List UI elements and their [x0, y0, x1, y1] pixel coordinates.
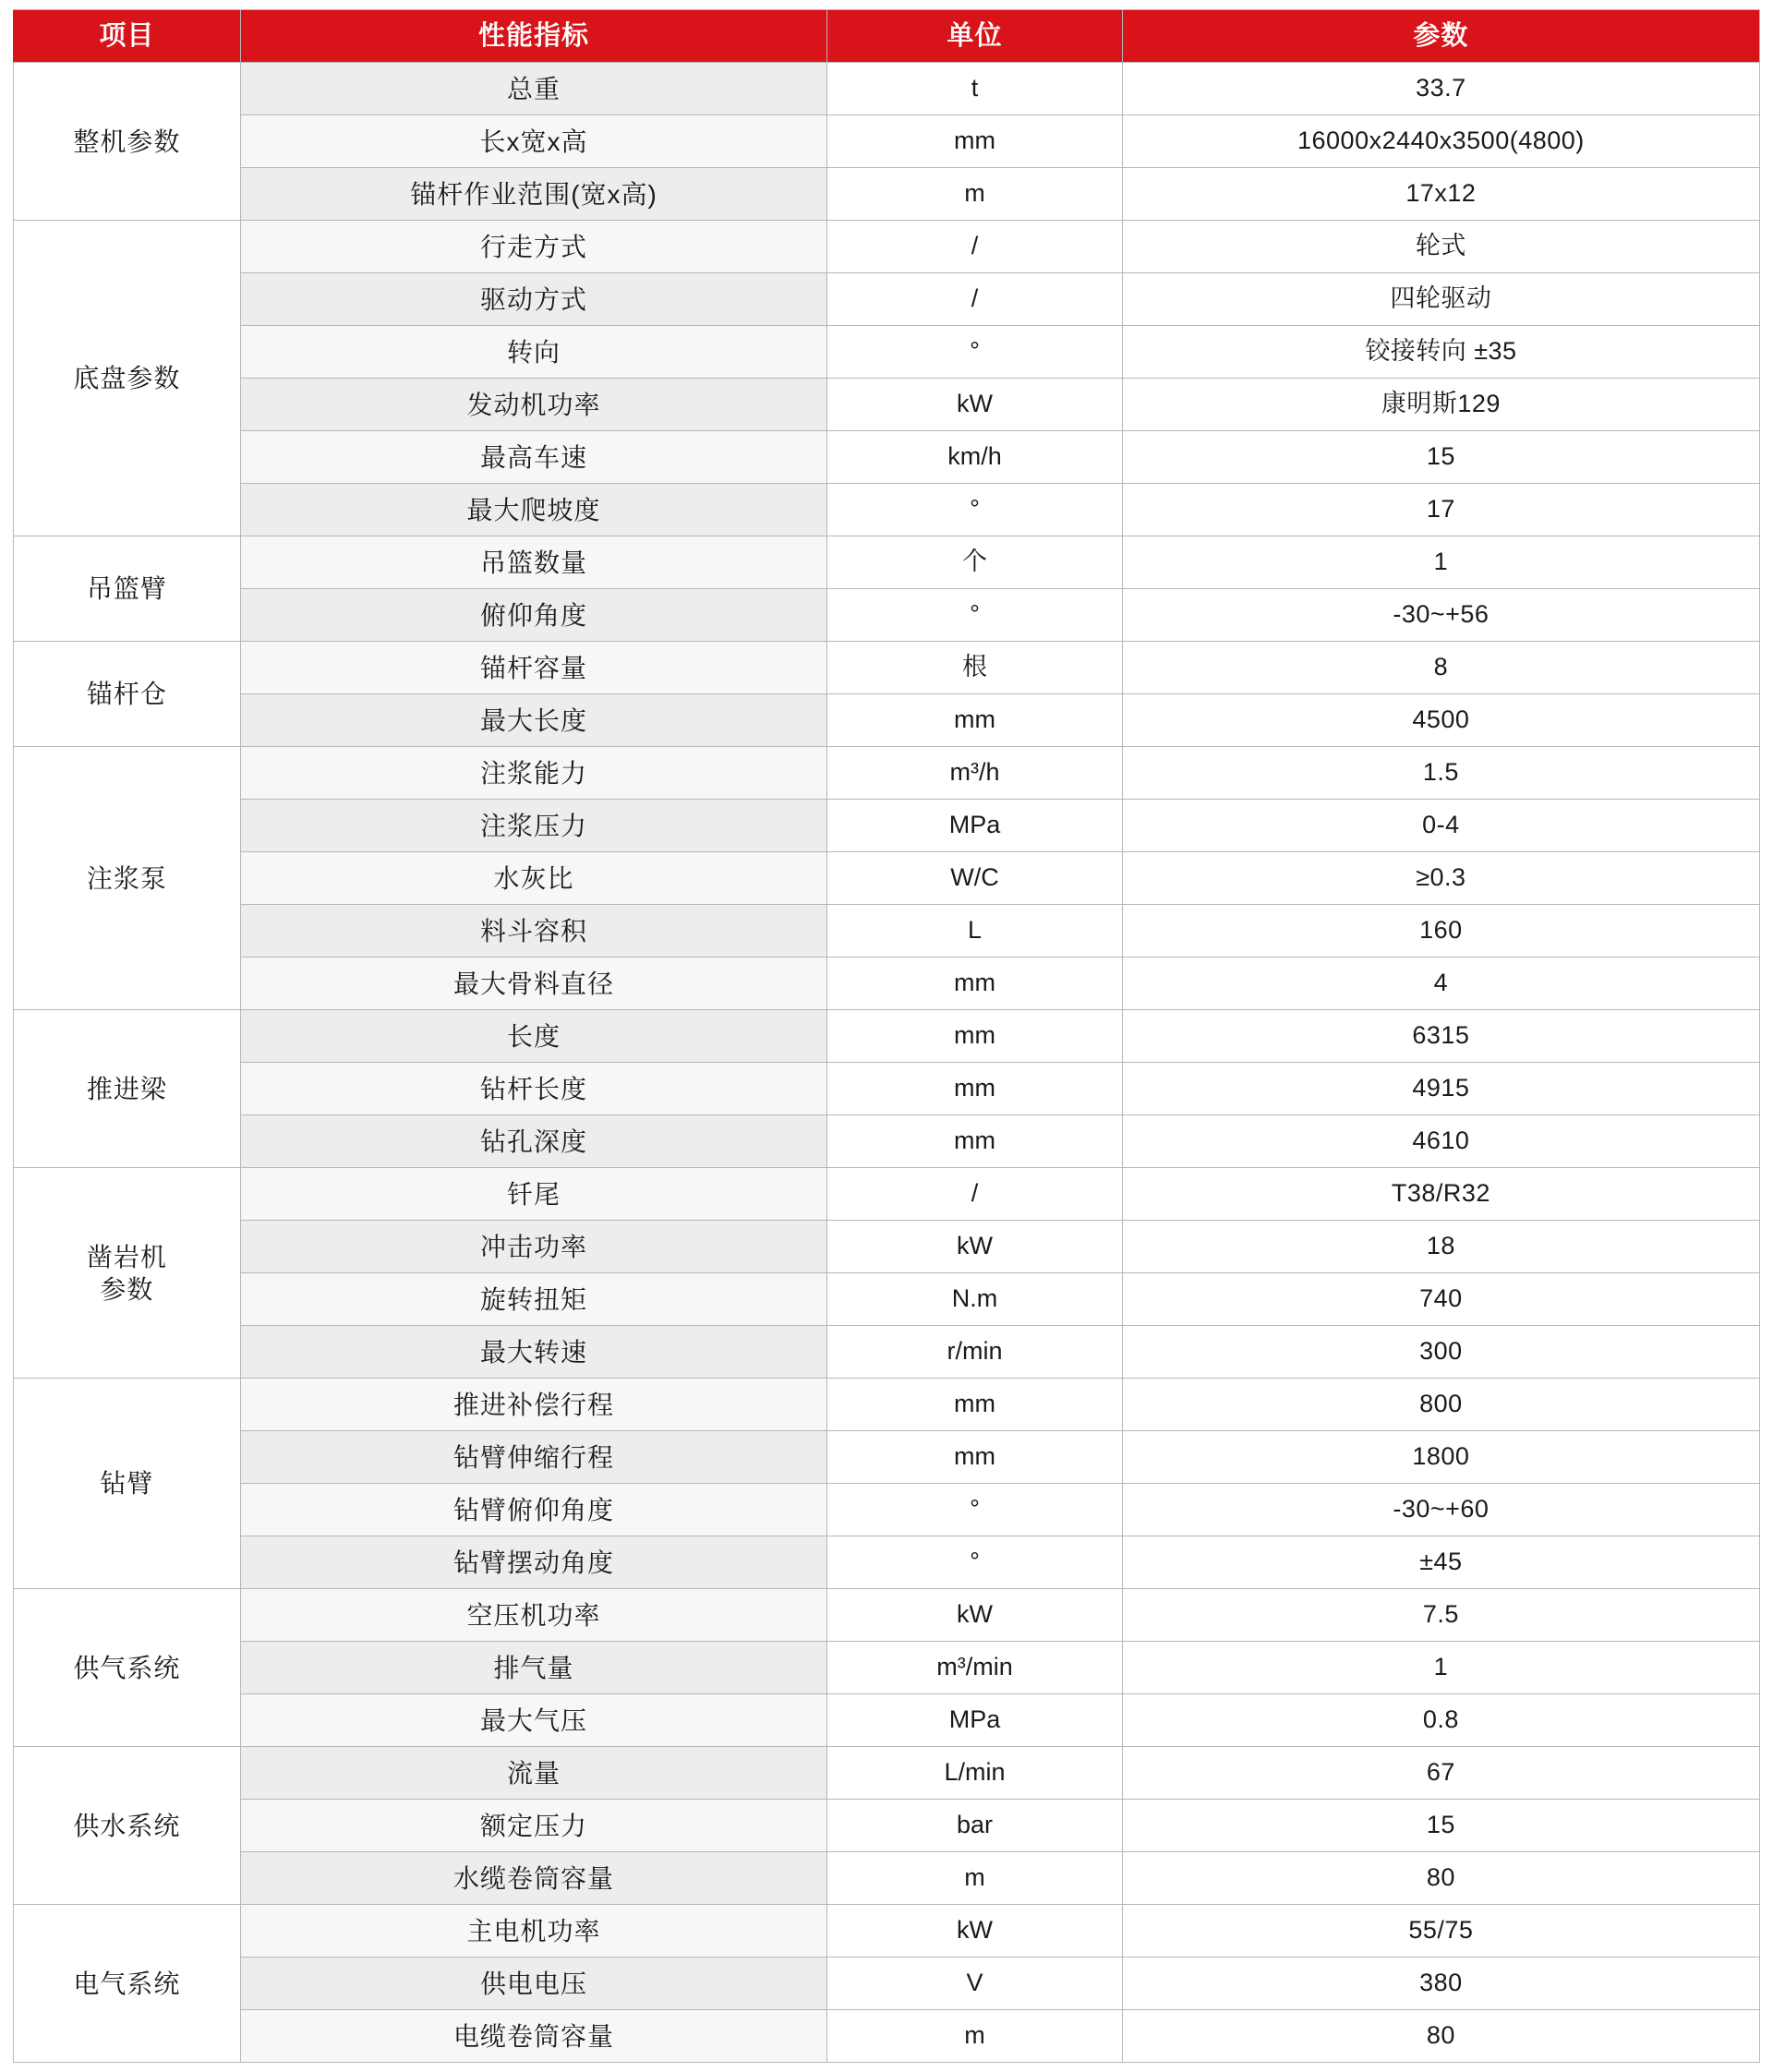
- table-row: [14, 115, 1760, 168]
- cell-unit: m³/min: [827, 1642, 1123, 1694]
- cell-unit: mm: [827, 1010, 1123, 1063]
- cell-item: 钻杆长度: [240, 1063, 826, 1115]
- table-row: [14, 1747, 1760, 1800]
- cell-value: 15: [1122, 431, 1759, 484]
- table-row: [14, 1905, 1760, 1958]
- cell-item: 钎尾: [240, 1168, 826, 1221]
- cell-unit: MPa: [827, 1694, 1123, 1747]
- cell-value: 4500: [1122, 694, 1759, 747]
- cell-unit: bar: [827, 1800, 1123, 1852]
- cell-item: 长度: [240, 1010, 826, 1063]
- table-row: [14, 63, 1760, 115]
- cell-value: 55/75: [1122, 1905, 1759, 1958]
- cell-value: 33.7: [1122, 63, 1759, 115]
- cell-unit: kW: [827, 1905, 1123, 1958]
- cell-item: 吊篮数量: [240, 536, 826, 589]
- cell-unit: mm: [827, 115, 1123, 168]
- row-group-label: 电气系统: [14, 1905, 241, 2063]
- column-header-value: 参数: [1122, 10, 1759, 63]
- cell-value: ≥0.3: [1122, 852, 1759, 905]
- cell-item: 锚杆作业范围(宽x高): [240, 168, 826, 221]
- cell-value: -30~+56: [1122, 589, 1759, 642]
- cell-value: 1800: [1122, 1431, 1759, 1484]
- table-row: [14, 1221, 1760, 1273]
- cell-value: 康明斯129: [1122, 379, 1759, 431]
- cell-unit: mm: [827, 958, 1123, 1010]
- table-row: [14, 1115, 1760, 1168]
- cell-value: 380: [1122, 1958, 1759, 2010]
- row-group-label: 钻臂: [14, 1379, 241, 1589]
- cell-value: 4610: [1122, 1115, 1759, 1168]
- table-body: [14, 63, 1760, 2063]
- table-row: [14, 1379, 1760, 1431]
- cell-item: 料斗容积: [240, 905, 826, 958]
- cell-value: 7.5: [1122, 1589, 1759, 1642]
- cell-value: -30~+60: [1122, 1484, 1759, 1536]
- table-row: [14, 536, 1760, 589]
- cell-unit: L/min: [827, 1747, 1123, 1800]
- cell-item: 最大爬坡度: [240, 484, 826, 536]
- cell-value: 1.5: [1122, 747, 1759, 800]
- cell-unit: m: [827, 2010, 1123, 2063]
- cell-value: 6315: [1122, 1010, 1759, 1063]
- cell-unit: N.m: [827, 1273, 1123, 1326]
- cell-item: 最大转速: [240, 1326, 826, 1379]
- cell-unit: MPa: [827, 800, 1123, 852]
- cell-value: T38/R32: [1122, 1168, 1759, 1221]
- cell-unit: °: [827, 326, 1123, 379]
- table-row: [14, 958, 1760, 1010]
- table-row: [14, 273, 1760, 326]
- table-row: [14, 1010, 1760, 1063]
- cell-value: 67: [1122, 1747, 1759, 1800]
- column-header-unit: 单位: [827, 10, 1123, 63]
- cell-unit: kW: [827, 379, 1123, 431]
- table-row: [14, 852, 1760, 905]
- cell-unit: t: [827, 63, 1123, 115]
- table-row: [14, 1326, 1760, 1379]
- table-row: [14, 694, 1760, 747]
- table-row: [14, 379, 1760, 431]
- cell-item: 电缆卷筒容量: [240, 2010, 826, 2063]
- cell-item: 钻臂俯仰角度: [240, 1484, 826, 1536]
- cell-item: 行走方式: [240, 221, 826, 273]
- table-row: [14, 431, 1760, 484]
- cell-item: 最大气压: [240, 1694, 826, 1747]
- cell-value: 0.8: [1122, 1694, 1759, 1747]
- cell-unit: m: [827, 168, 1123, 221]
- cell-item: 注浆能力: [240, 747, 826, 800]
- cell-item: 推进补偿行程: [240, 1379, 826, 1431]
- cell-value: 17x12: [1122, 168, 1759, 221]
- cell-item: 转向: [240, 326, 826, 379]
- table-row: [14, 1168, 1760, 1221]
- table-row: [14, 800, 1760, 852]
- table-header: [14, 10, 1760, 63]
- cell-unit: km/h: [827, 431, 1123, 484]
- cell-value: 15: [1122, 1800, 1759, 1852]
- table-row: [14, 1642, 1760, 1694]
- row-group-label: 供气系统: [14, 1589, 241, 1747]
- table-row: [14, 326, 1760, 379]
- cell-item: 水灰比: [240, 852, 826, 905]
- table-row: [14, 484, 1760, 536]
- row-group-label: 凿岩机 参数: [14, 1168, 241, 1379]
- cell-item: 供电电压: [240, 1958, 826, 2010]
- cell-value: 4915: [1122, 1063, 1759, 1115]
- cell-value: 800: [1122, 1379, 1759, 1431]
- cell-value: 16000x2440x3500(4800): [1122, 115, 1759, 168]
- cell-item: 最大骨料直径: [240, 958, 826, 1010]
- table-row: [14, 747, 1760, 800]
- cell-unit: L: [827, 905, 1123, 958]
- cell-unit: mm: [827, 1063, 1123, 1115]
- cell-item: 钻臂摆动角度: [240, 1536, 826, 1589]
- cell-unit: V: [827, 1958, 1123, 2010]
- cell-item: 排气量: [240, 1642, 826, 1694]
- cell-value: 1: [1122, 536, 1759, 589]
- cell-value: 铰接转向 ±35: [1122, 326, 1759, 379]
- cell-unit: 根: [827, 642, 1123, 694]
- table-row: [14, 589, 1760, 642]
- cell-unit: °: [827, 1536, 1123, 1589]
- cell-item: 最高车速: [240, 431, 826, 484]
- cell-unit: /: [827, 273, 1123, 326]
- cell-unit: kW: [827, 1589, 1123, 1642]
- row-group-label: 推进梁: [14, 1010, 241, 1168]
- row-group-label: 吊篮臂: [14, 536, 241, 642]
- cell-item: 注浆压力: [240, 800, 826, 852]
- cell-value: 8: [1122, 642, 1759, 694]
- cell-value: 0-4: [1122, 800, 1759, 852]
- cell-value: ±45: [1122, 1536, 1759, 1589]
- table-row: [14, 1063, 1760, 1115]
- cell-value: 160: [1122, 905, 1759, 958]
- table-row: [14, 2010, 1760, 2063]
- table-row: [14, 221, 1760, 273]
- row-group-label: 供水系统: [14, 1747, 241, 1905]
- cell-unit: /: [827, 1168, 1123, 1221]
- cell-unit: °: [827, 484, 1123, 536]
- cell-value: 17: [1122, 484, 1759, 536]
- cell-unit: /: [827, 221, 1123, 273]
- table-row: [14, 1431, 1760, 1484]
- header-row: [14, 10, 1760, 63]
- column-header-item: 性能指标: [240, 10, 826, 63]
- cell-item: 总重: [240, 63, 826, 115]
- table-row: [14, 1694, 1760, 1747]
- cell-value: 80: [1122, 1852, 1759, 1905]
- row-group-label: 底盘参数: [14, 221, 241, 536]
- cell-unit: °: [827, 589, 1123, 642]
- table-row: [14, 1958, 1760, 2010]
- cell-unit: mm: [827, 694, 1123, 747]
- cell-item: 最大长度: [240, 694, 826, 747]
- cell-value: 4: [1122, 958, 1759, 1010]
- cell-item: 空压机功率: [240, 1589, 826, 1642]
- table-row: [14, 1852, 1760, 1905]
- cell-unit: mm: [827, 1115, 1123, 1168]
- table-row: [14, 1589, 1760, 1642]
- cell-item: 俯仰角度: [240, 589, 826, 642]
- table-row: [14, 168, 1760, 221]
- cell-item: 钻臂伸缩行程: [240, 1431, 826, 1484]
- cell-item: 额定压力: [240, 1800, 826, 1852]
- cell-unit: °: [827, 1484, 1123, 1536]
- cell-unit: r/min: [827, 1326, 1123, 1379]
- cell-unit: m³/h: [827, 747, 1123, 800]
- cell-unit: mm: [827, 1431, 1123, 1484]
- cell-unit: W/C: [827, 852, 1123, 905]
- cell-unit: 个: [827, 536, 1123, 589]
- cell-item: 主电机功率: [240, 1905, 826, 1958]
- row-group-label: 整机参数: [14, 63, 241, 221]
- cell-item: 发动机功率: [240, 379, 826, 431]
- cell-item: 流量: [240, 1747, 826, 1800]
- cell-unit: mm: [827, 1379, 1123, 1431]
- table-row: [14, 642, 1760, 694]
- row-group-label: 锚杆仓: [14, 642, 241, 747]
- cell-value: 轮式: [1122, 221, 1759, 273]
- cell-value: 80: [1122, 2010, 1759, 2063]
- table-row: [14, 1800, 1760, 1852]
- cell-item: 锚杆容量: [240, 642, 826, 694]
- cell-unit: kW: [827, 1221, 1123, 1273]
- table-row: [14, 1484, 1760, 1536]
- cell-item: 冲击功率: [240, 1221, 826, 1273]
- cell-value: 740: [1122, 1273, 1759, 1326]
- table-row: [14, 1273, 1760, 1326]
- row-group-label: 注浆泵: [14, 747, 241, 1010]
- cell-value: 四轮驱动: [1122, 273, 1759, 326]
- cell-value: 1: [1122, 1642, 1759, 1694]
- cell-item: 驱动方式: [240, 273, 826, 326]
- table-row: [14, 905, 1760, 958]
- cell-value: 300: [1122, 1326, 1759, 1379]
- cell-unit: m: [827, 1852, 1123, 1905]
- cell-value: 18: [1122, 1221, 1759, 1273]
- cell-item: 水缆卷筒容量: [240, 1852, 826, 1905]
- cell-item: 钻孔深度: [240, 1115, 826, 1168]
- column-header-group: 项目: [14, 10, 241, 63]
- table-row: [14, 1536, 1760, 1589]
- cell-item: 长x宽x高: [240, 115, 826, 168]
- cell-item: 旋转扭矩: [240, 1273, 826, 1326]
- specification-table: [13, 9, 1760, 2063]
